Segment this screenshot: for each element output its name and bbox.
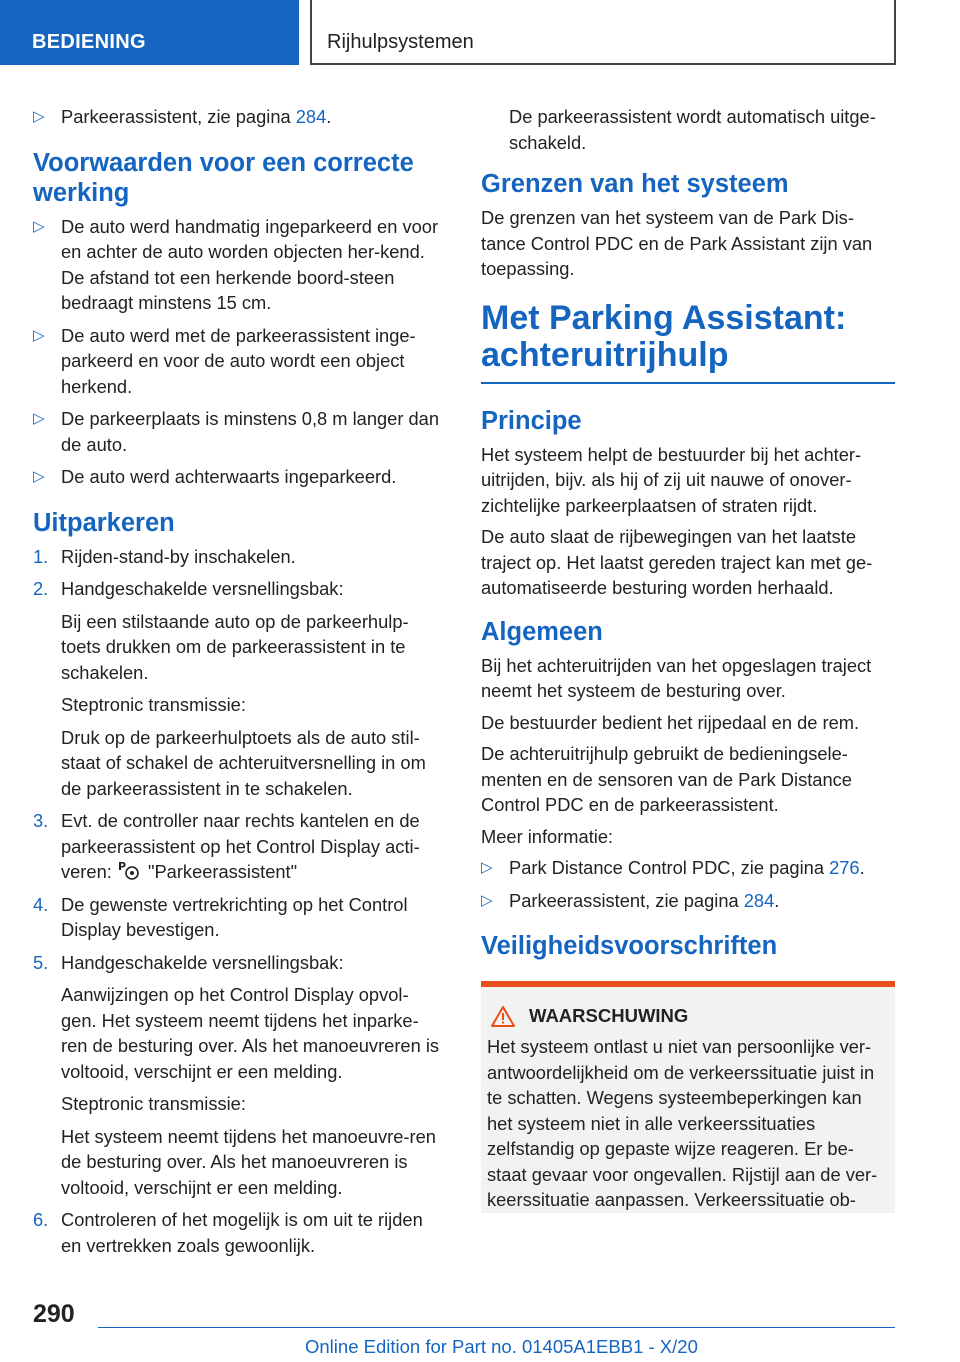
list-item: ▷ Parkeerassistent, zie pagina 284. xyxy=(481,888,895,914)
triangle-bullet-icon: ▷ xyxy=(33,217,45,235)
warning-text: Het systeem ontlast u niet van persoonlijke ver-antwoordelijkheid om de verkeerssituatie juist in te schatten. Wegens systeembeperkingen kan het systeem niet in alle verkeerssituaties zelfstandig op gepaste wijze reageren. Er be-staat gevaar voor ongevallen. Rijstijl aan de ver-keerssituatie aanpassen. Verkeerssituatie ob- xyxy=(487,1036,878,1210)
paragraph: Bij het achteruitrijden van het opgeslagen traject neemt het systeem de besturing over. xyxy=(481,654,872,701)
triangle-bullet-icon: ▷ xyxy=(33,326,45,344)
step-item: 5. Handgeschakelde versnellingsbak: xyxy=(33,951,344,973)
list-item: ▷ De auto werd met de parkeerassistent inge-parkeerd en voor de auto wordt een object herkend. xyxy=(33,324,416,397)
page-link[interactable]: 284 xyxy=(295,106,327,127)
step-sub: Steptronic transmissie: xyxy=(61,1093,246,1114)
paragraph: Meer informatie: xyxy=(481,825,614,847)
list-item: ▷ De auto werd achterwaarts ingeparkeerd. xyxy=(33,464,443,490)
step-item: 2. Handgeschakelde versnellingsbak: xyxy=(33,578,344,599)
chapter-tab: BEDIENING xyxy=(0,0,299,65)
triangle-bullet-icon: ▷ xyxy=(33,108,45,125)
list-item: ▷ De auto werd handmatig ingeparkeerd en voor en achter de auto worden objecten her-kend. De afstand tot een herkende boord-steen bedraagt minstens 15 cm. xyxy=(33,215,439,313)
footer-edition: Online Edition for Part no. 01405A1EBB1 - X/20 xyxy=(305,1336,698,1357)
paragraph: De bestuurder bedient het rijpedaal en de rem. xyxy=(481,711,860,733)
paragraph: Het systeem helpt de bestuurder bij het achter-uitrijden, bijv. als hij of zij uit nauwe of onover-zichtelijke parkeerplaatsen of straten rijdt. xyxy=(481,443,862,516)
paragraph: De parkeerassistent wordt automatisch uitge-schakeld. xyxy=(509,106,876,153)
step-sub: Steptronic transmissie: xyxy=(61,694,246,715)
triangle-bullet-icon: ▷ xyxy=(33,410,45,427)
heading-conditions: Voorwaarden voor een correcte werking xyxy=(33,148,414,207)
triangle-bullet-icon: ▷ xyxy=(33,468,45,485)
right-column xyxy=(481,104,895,1213)
warning-header: WAARSCHUWING xyxy=(491,1005,887,1027)
page-number: 290 xyxy=(33,1300,75,1328)
triangle-bullet-icon: ▷ xyxy=(481,859,493,876)
footer-divider xyxy=(98,1327,895,1328)
step-sub: Aanwijzingen op het Control Display opvol-gen. Het systeem neemt tijdens het inparke-ren de besturing over. Als het manoeuvreren is voltooid, verschijnt er een melding. xyxy=(61,984,440,1082)
list-item: ▷ Park Distance Control PDC, zie pagina 276. xyxy=(481,855,895,881)
paragraph: De achteruitrijhulp gebruikt de bedieningsele-menten en de sensoren van de Park Distance Control PDC en de parkeerassistent. xyxy=(481,743,852,815)
heading-general: Algemeen xyxy=(481,617,603,646)
step-sub: Het systeem neemt tijdens het manoeuvre-ren de besturing over. Als het manoeuvreren is voltooid, verschijnt er een melding. xyxy=(61,1125,436,1198)
heading-principle: Principe xyxy=(481,406,582,435)
step-item: 1. Rijden-stand-by inschakelen. xyxy=(33,545,296,567)
left-column xyxy=(33,104,443,1265)
step-sub: Druk op de parkeerhulptoets als de auto stil-staat of schakel de achteruitversnelling in om de parkeerassistent in te schakelen. xyxy=(61,726,426,799)
page-link[interactable]: 276 xyxy=(829,857,860,878)
triangle-bullet-icon: ▷ xyxy=(481,891,493,909)
parking-assistant-icon xyxy=(117,859,143,879)
paragraph: De auto slaat de rijbewegingen van het laatste traject op. Het laatst gereden traject kan met ge-automatiseerde besturing worden herhaald. xyxy=(481,526,873,598)
warning-box xyxy=(481,981,895,1213)
step-item: 3. Evt. de controller naar rechts kantelen en de parkeerassistent op het Control Display acti-veren: P "Parkeerassistent" xyxy=(33,810,420,882)
heading-exit: Uitparkeren xyxy=(33,508,175,537)
section-title: Rijhulpsystemen xyxy=(310,0,896,65)
heading-safety: Veiligheidsvoorschriften xyxy=(481,932,778,960)
step-sub: Bij een stilstaande auto op de parkeerhulp-toets drukken om de parkeerassistent in te schakelen. xyxy=(61,610,409,683)
svg-text:P: P xyxy=(117,860,126,873)
list-item: ▷ De parkeerplaats is minstens 0,8 m langer dan de auto. xyxy=(33,408,440,455)
heading-limits: Grenzen van het systeem xyxy=(481,170,789,198)
heading-main: Met Parking Assistant: achteruitrijhulp xyxy=(481,300,895,384)
warning-triangle-icon xyxy=(491,1006,515,1027)
page-link[interactable]: 284 xyxy=(743,889,775,911)
list-item: ▷ Parkeerassistent, zie pagina 284. xyxy=(33,104,443,130)
step-item: 6. Controleren of het mogelijk is om uit te rijden en vertrekken zoals gewoonlijk. xyxy=(33,1209,423,1256)
step-item: 4. De gewenste vertrekrichting op het Control Display bevestigen. xyxy=(33,893,408,940)
paragraph: De grenzen van het systeem van de Park Dis-tance Control PDC en de Park Assistant zijn van toepassing. xyxy=(481,207,873,279)
